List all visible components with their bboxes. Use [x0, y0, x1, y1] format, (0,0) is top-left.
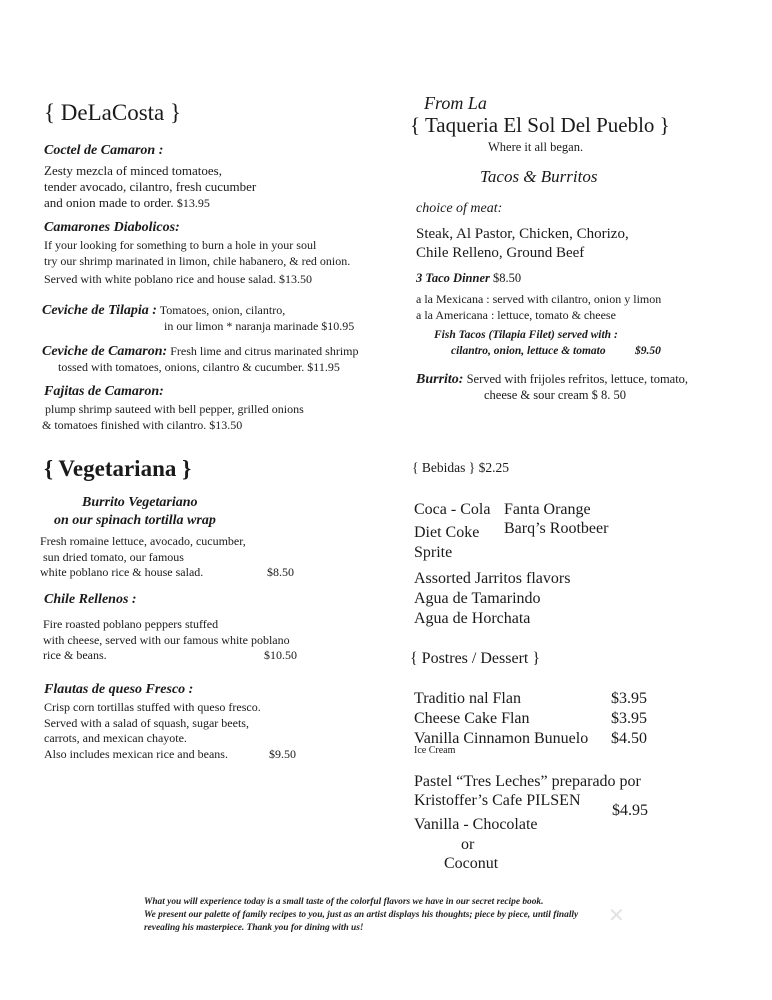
americana-line: a la Americana : lettuce, tomato & cheese: [416, 307, 616, 322]
fish-tacos-desc: cilantro, onion, lettuce & tomato: [451, 345, 606, 357]
coctel-line: and onion made to order.: [44, 195, 174, 210]
flautas-desc: [44, 700, 261, 762]
flavor-or: or: [461, 836, 475, 853]
flautas-line: carrots, and mexican chayote.: [44, 731, 187, 745]
diabolicos-desc: [44, 238, 350, 288]
drink-diet-coke: Diet Coke: [414, 524, 480, 541]
burrito-title: Burrito:: [416, 372, 464, 387]
veg-burrito-line: white poblano rice & house salad.: [40, 565, 204, 579]
burrito-line2: cheese & sour cream $ 8. 50: [484, 388, 626, 402]
bebidas-heading: { Bebidas } $2.25: [412, 460, 509, 475]
veg-burrito-line: sun dried tomato, our famous: [43, 549, 184, 564]
flavor-coconut: Coconut: [444, 855, 499, 872]
tacos-burritos-heading: Tacos & Burritos: [480, 167, 598, 186]
rellenos-line: Fire roasted poblano peppers stuffed: [43, 617, 219, 631]
diabolicos-title: Camarones Diabolicos:: [44, 220, 180, 235]
taco-dinner: [416, 271, 521, 286]
footer-note: [144, 896, 578, 935]
dessert-name: Vanilla Cinnamon Bunuelo: [414, 730, 589, 747]
fish-tacos-price: $9.50: [635, 345, 661, 357]
veg-burrito-line: Fresh romaine lettuce, avocado, cucumber,: [40, 534, 246, 548]
drink-horchata: Agua de Horchata: [414, 610, 531, 627]
meat-line: Steak, Al Pastor, Chicken, Chorizo,: [416, 226, 629, 242]
coctel-title: Coctel de Camaron :: [44, 143, 164, 158]
ceviche-camaron-line2: tossed with tomatoes, onions, cilantro & cucumber. $11.95: [58, 360, 340, 374]
tres-leches-price: $4.95: [612, 802, 648, 819]
postres-heading: { Postres / Dessert }: [410, 650, 541, 667]
taco-dinner-price: $8.50: [492, 271, 522, 285]
dessert-price: $3.95: [611, 710, 647, 727]
drink-coca-cola: Coca - Cola: [414, 501, 491, 518]
ceviche-camaron-title: Ceviche de Camaron:: [42, 344, 168, 359]
ceviche-camaron: [42, 344, 359, 360]
flavor-vanilla-chocolate: Vanilla - Chocolate: [414, 816, 538, 833]
delacosta-heading: { DeLaCosta }: [44, 100, 182, 125]
coctel-line: tender avocado, cilantro, fresh cucumber: [44, 179, 257, 194]
meat-line: Chile Relleno, Ground Beef: [416, 245, 585, 261]
fajitas-title: Fajitas de Camaron:: [44, 384, 164, 399]
diabolicos-line: Served with white poblano rice and house salad. $13.50: [44, 272, 312, 286]
ceviche-tilapia-title: Ceviche de Tilapia :: [42, 303, 157, 318]
mexicana-line: a la Mexicana : served with cilantro, onion y limon: [416, 292, 662, 306]
choice-label: choice of meat:: [416, 201, 503, 216]
fajitas-line: & tomatoes finished with cilantro. $13.50: [42, 417, 243, 432]
meat-list: [416, 225, 629, 263]
diabolicos-line: If your looking for something to burn a hole in your soul: [44, 238, 317, 252]
footer-line: revealing his masterpiece. Thank you for dining with us!: [144, 923, 364, 933]
fish-tacos-title: Fish Tacos (Tilapia Filet) served with :: [434, 329, 618, 341]
rellenos-price: $10.50: [264, 648, 297, 662]
vegetariana-heading: [44, 456, 191, 482]
drink-tamarindo: Agua de Tamarindo: [414, 590, 541, 607]
watermark-mark: ✕: [608, 905, 625, 927]
rellenos-title: Chile Rellenos :: [44, 592, 137, 607]
veg-burrito-title1: Burrito Vegetariano: [82, 495, 198, 510]
coctel-line: Zesty mezcla of minced tomatoes,: [44, 163, 222, 178]
taco-styles: [416, 292, 661, 323]
burrito: [416, 372, 688, 388]
footer-line: We present our palette of family recipes to you, just as an artist displays his thoughts; piece by piece, until finally: [144, 910, 579, 920]
taco-dinner-title: 3 Taco Dinner: [416, 271, 490, 285]
flautas-line: Also includes mexican rice and beans.: [44, 746, 228, 761]
flautas-line: Crisp corn tortillas stuffed with queso fresco.: [44, 700, 261, 714]
flautas-line: Served with a salad of squash, sugar beets,: [44, 715, 249, 730]
rellenos-desc: [43, 617, 290, 664]
ice-cream-note: Ice Cream: [414, 745, 456, 756]
diabolicos-line: try our shrimp marinated in limon, chile habanero, & red onion.: [44, 253, 351, 268]
dessert-name: Cheese Cake Flan: [414, 710, 530, 727]
drink-barqs: Barq’s Rootbeer: [504, 520, 609, 537]
dessert-name: Traditio nal Flan: [414, 690, 521, 707]
ceviche-tilapia-line: Tomatoes, onion, cilantro,: [159, 303, 286, 317]
fajitas-desc: [42, 402, 304, 433]
coctel-desc: [44, 163, 256, 211]
footer-line: What you will experience today is a small taste of the colorful flavors we have in our secret recipe book.: [144, 897, 544, 907]
drink-fanta: Fanta Orange: [504, 501, 591, 518]
veg-burrito-title2: on our spinach tortilla wrap: [54, 513, 216, 528]
coctel-price: $13.95: [176, 196, 210, 210]
dessert-price: $3.95: [611, 690, 647, 707]
ceviche-camaron-line: Fresh lime and citrus marinated shrimp: [170, 344, 359, 358]
veg-burrito-price: $8.50: [267, 565, 294, 579]
vegetariana-heading-text: { Vegetariana }: [44, 456, 192, 481]
dessert-price: $4.50: [611, 730, 647, 747]
taqueria-heading: { Taqueria El Sol Del Pueblo }: [410, 113, 670, 137]
veg-burrito-desc: [40, 534, 246, 581]
from-la: From La: [424, 93, 487, 113]
fajitas-line: plump shrimp sauteed with bell pepper, grilled onions: [45, 402, 304, 416]
tres-leches-line2: Kristoffer’s Cafe PILSEN: [414, 792, 581, 809]
rellenos-line: rice & beans.: [43, 648, 107, 662]
drink-jarritos: Assorted Jarritos flavors: [414, 570, 571, 587]
rellenos-line: with cheese, served with our famous white poblano: [43, 632, 290, 647]
ceviche-tilapia: [42, 303, 285, 319]
drink-sprite: Sprite: [414, 544, 453, 561]
flautas-title: Flautas de queso Fresco :: [44, 682, 194, 697]
flautas-price: $9.50: [269, 747, 296, 761]
taqueria-tagline: Where it all began.: [488, 140, 584, 154]
tres-leches-line1: Pastel “Tres Leches” preparado por: [414, 773, 641, 790]
ceviche-tilapia-line2: in our limon * naranja marinade $10.95: [164, 319, 355, 333]
burrito-line: Served with frijoles refritos, lettuce, tomato,: [466, 372, 689, 386]
